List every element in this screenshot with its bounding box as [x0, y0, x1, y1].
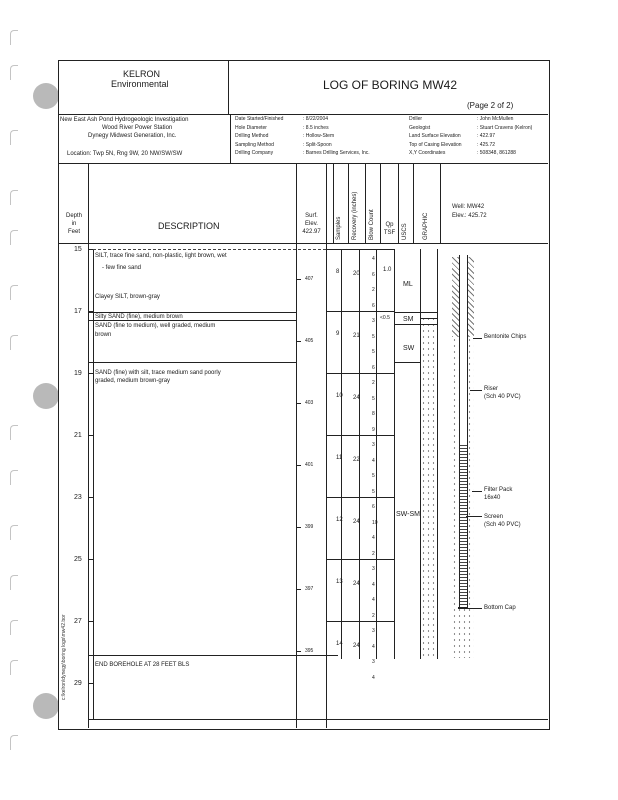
well-construction-label: (Sch 40 PVC): [484, 522, 521, 528]
binder-mark: [10, 130, 18, 145]
personnel-value: : John McMullen: [477, 116, 514, 122]
description-text: Clayey SILT, brown-gray: [95, 294, 160, 300]
company-name: KELRON: [123, 69, 161, 79]
binder-mark: [10, 335, 18, 350]
drill-info-value: : 8/22/2004: [303, 116, 329, 122]
binder-hole: [33, 383, 59, 409]
binder-mark: [10, 285, 18, 300]
callout-leader: [470, 390, 482, 391]
layer-boundary: [88, 320, 296, 321]
binder-mark: [10, 620, 18, 635]
depth-tick: [89, 373, 93, 374]
depth-label: 23: [74, 494, 82, 501]
blow-count: 6: [372, 364, 375, 371]
depth-label: 17: [74, 308, 82, 315]
elevation-label: 403: [305, 400, 314, 407]
uscs-boundary: [395, 324, 437, 325]
sample-interval-line: [327, 373, 394, 374]
depth-tick: [89, 497, 93, 498]
binder-hole: [33, 693, 59, 719]
binder-mark: [10, 470, 18, 485]
binder-mark: [10, 190, 18, 205]
well-construction-label: Filter Pack: [484, 487, 513, 493]
personnel-label: Geologist: [409, 124, 431, 131]
company-division: Environmental: [111, 79, 169, 89]
personnel-label: Driller: [409, 116, 423, 122]
binder-mark: [10, 65, 18, 80]
blow-count: 2: [372, 550, 375, 557]
description-text: Silty SAND (fine), medium brown: [95, 314, 183, 320]
blow-count: 2: [372, 380, 375, 386]
blow-count: 3: [372, 318, 375, 324]
blow-count: 4: [372, 535, 375, 541]
blow-count: 5: [372, 395, 375, 402]
screen-pipe: [459, 445, 468, 608]
depth-label: 19: [74, 370, 82, 377]
depth-label: 15: [74, 246, 82, 253]
elevation-tick: [297, 589, 301, 590]
well-construction-label: (Sch 40 PVC): [484, 394, 521, 400]
uscs-code: SM: [403, 316, 414, 323]
project-location: Location: Twp 5N, Rng 9W, 20 NW/SW/SW: [67, 151, 183, 157]
elevation-tick: [297, 403, 301, 404]
boring-log-frame: [58, 60, 550, 730]
depth-tick: [89, 683, 93, 684]
depth-label: 25: [74, 556, 82, 563]
sample-interval-line: [327, 435, 394, 436]
well-construction-label: Bentonite Chips: [484, 334, 527, 340]
binder-mark: [10, 30, 18, 45]
drill-info-value: : Split-Spoon: [303, 141, 332, 148]
personnel-value: : 508348, 861288: [477, 150, 516, 156]
blow-count: 3: [372, 659, 375, 665]
drill-info-value: : Hollow-Stem: [303, 133, 335, 139]
drill-info-label: Drilling Method: [235, 133, 269, 139]
end-borehole-line: [88, 655, 338, 656]
page-number: (Page 2 of 2): [467, 101, 514, 110]
sample-interval-line: [327, 249, 394, 250]
samples-header: Samples: [336, 216, 342, 240]
drill-info-value: : 8.5 inches: [303, 124, 329, 131]
binder-mark: [10, 575, 18, 590]
description-text: SILT, trace fine sand, non-plastic, light brown, wet: [95, 253, 227, 259]
elevation-tick: [297, 341, 301, 342]
personnel-label: Top of Casing Elevation: [409, 141, 462, 148]
elevation-tick: [297, 465, 301, 466]
blow-count: 5: [372, 333, 375, 340]
elevation-label: 401: [305, 462, 314, 469]
callout-leader: [467, 608, 482, 609]
well-construction-label: Screen: [484, 514, 504, 520]
blow-count: 4: [372, 674, 375, 681]
personnel-label: X,Y Coordinates: [409, 150, 446, 156]
elevation-label: 397: [305, 586, 314, 593]
depth-header: Depth in Feet: [65, 213, 82, 235]
well-construction-label: Riser: [484, 386, 499, 392]
uscs-header: USCS: [402, 223, 408, 240]
sample-number: 13: [336, 579, 343, 585]
recovery-value: 20: [353, 271, 360, 277]
recovery-value: 24: [353, 581, 360, 587]
qp-value: <0.5: [380, 315, 390, 321]
well-name: Well: MW42: [452, 204, 485, 210]
depth-tick: [89, 559, 93, 560]
drill-info-label: Drilling Company: [235, 150, 274, 156]
depth-label: 27: [74, 618, 82, 625]
elevation-label: 405: [305, 338, 314, 345]
document-title: LOG OF BORING MW42: [323, 78, 458, 92]
binder-mark: [10, 660, 18, 675]
blow-count: 10: [372, 519, 378, 526]
elevation-tick: [297, 279, 301, 280]
sample-number: 9: [336, 331, 340, 337]
callout-leader: [473, 338, 482, 339]
layer-boundary: [88, 362, 296, 363]
riser-pipe: [459, 255, 468, 445]
sample-interval-line: [327, 497, 394, 498]
depth-tick: [89, 435, 93, 436]
binder-mark: [10, 230, 18, 245]
personnel-value: : Stuart Cravens (Kelron): [477, 124, 533, 131]
margin-file-path: c:\kelron\dynegy\boring logs\mw42.bor: [61, 614, 67, 700]
blow-count: 2: [372, 287, 375, 293]
binder-hole: [33, 83, 59, 109]
sample-number: 12: [336, 517, 343, 523]
sample-number: 14: [336, 641, 343, 647]
blow-count: 3: [372, 442, 375, 448]
project-name: New East Ash Pond Hydrogeologic Investigation: [60, 117, 189, 123]
drill-info-label: Hole Diameter: [235, 124, 267, 131]
blow-count: 4: [372, 256, 375, 262]
description-text: brown: [95, 332, 112, 338]
description-text: END BOREHOLE AT 28 FEET BLS: [95, 662, 190, 668]
drill-info-value: : Barnes Drilling Services, Inc.: [303, 150, 370, 156]
well-elevation: Elev.: 425.72: [452, 213, 487, 219]
blow-count: 6: [372, 504, 375, 510]
qp-header: Qp TSF: [383, 222, 396, 236]
blow-count: 3: [372, 628, 375, 634]
project-site: Wood River Power Station: [102, 125, 173, 131]
qp-value: 1.0: [383, 267, 392, 273]
description-text: SAND (fine) with silt, trace medium sand poorly: [95, 370, 221, 376]
blow-count: 4: [372, 597, 375, 603]
graphic-silt-fill: [421, 250, 437, 319]
personnel-value: : 422.97: [477, 133, 496, 139]
blow-count: 3: [372, 566, 375, 572]
elevation-tick: [297, 651, 301, 652]
sample-number: 11: [336, 455, 343, 461]
uscs-code: SW-SM: [396, 511, 420, 518]
blow-count: 6: [372, 302, 375, 309]
depth-tick: [89, 621, 93, 622]
blow-count: 5: [372, 473, 375, 479]
depth-label: 21: [74, 432, 82, 439]
elevation-label: 395: [305, 648, 314, 655]
recovery-value: 22: [353, 457, 360, 463]
uscs-boundary: [395, 312, 437, 313]
blow-count: 5: [372, 349, 375, 355]
project-client: Dynegy Midwest Generation, Inc.: [88, 133, 177, 139]
bottom-cap: [458, 607, 467, 609]
blow-count: 6: [372, 271, 375, 278]
callout-leader: [472, 491, 482, 492]
blow-count: 4: [372, 457, 375, 464]
binder-mark: [10, 525, 18, 540]
sample-number: 10: [336, 393, 343, 399]
blow-count: 8: [372, 411, 375, 417]
drill-info-label: Sampling Method: [235, 141, 274, 148]
uscs-code: ML: [403, 281, 413, 288]
sample-number: 8: [336, 269, 340, 275]
sample-interval-line: [327, 559, 394, 560]
blow-count: 9: [372, 426, 375, 433]
surf-elev-header: Surf. Elev. 422.97: [302, 213, 321, 235]
recovery-value: 24: [353, 643, 360, 649]
recovery-value: 21: [353, 333, 360, 339]
sample-interval-line: [327, 311, 394, 312]
uscs-boundary: [395, 362, 420, 363]
callout-leader: [466, 516, 482, 517]
elevation-tick: [297, 527, 301, 528]
description-text: - few fine sand: [102, 265, 142, 271]
binder-mark: [10, 735, 18, 750]
sample-interval-line: [327, 621, 394, 622]
elevation-label: 407: [305, 276, 314, 283]
binder-mark: [10, 425, 18, 440]
recovery-header: Recovery (inches): [352, 191, 358, 240]
graphic-header: GRAPHIC: [423, 212, 429, 240]
recovery-value: 24: [353, 395, 360, 401]
elevation-label: 399: [305, 524, 314, 531]
description-text: graded, medium brown-gray: [95, 378, 171, 384]
uscs-code: SW: [403, 345, 415, 352]
personnel-value: : 425.72: [477, 141, 496, 148]
blow-count: 4: [372, 581, 375, 588]
drill-info-label: Date Started/Finished: [235, 116, 284, 122]
layer-boundary: [88, 312, 296, 313]
blow-count: 4: [372, 643, 375, 650]
well-construction-label: Bottom Cap: [484, 605, 516, 611]
well-construction-label: 16x40: [484, 495, 501, 501]
description-text: SAND (fine to medium), well graded, medium: [95, 323, 216, 329]
personnel-label: Land Surface Elevation: [409, 133, 461, 139]
description-header: DESCRIPTION: [158, 221, 220, 231]
blow-count: 2: [372, 612, 375, 619]
depth-dashed-line: [93, 249, 341, 250]
depth-label: 29: [74, 680, 82, 687]
blow-count: 5: [372, 488, 375, 495]
blow-count-header: Blow Count: [369, 209, 375, 240]
recovery-value: 24: [353, 519, 360, 525]
